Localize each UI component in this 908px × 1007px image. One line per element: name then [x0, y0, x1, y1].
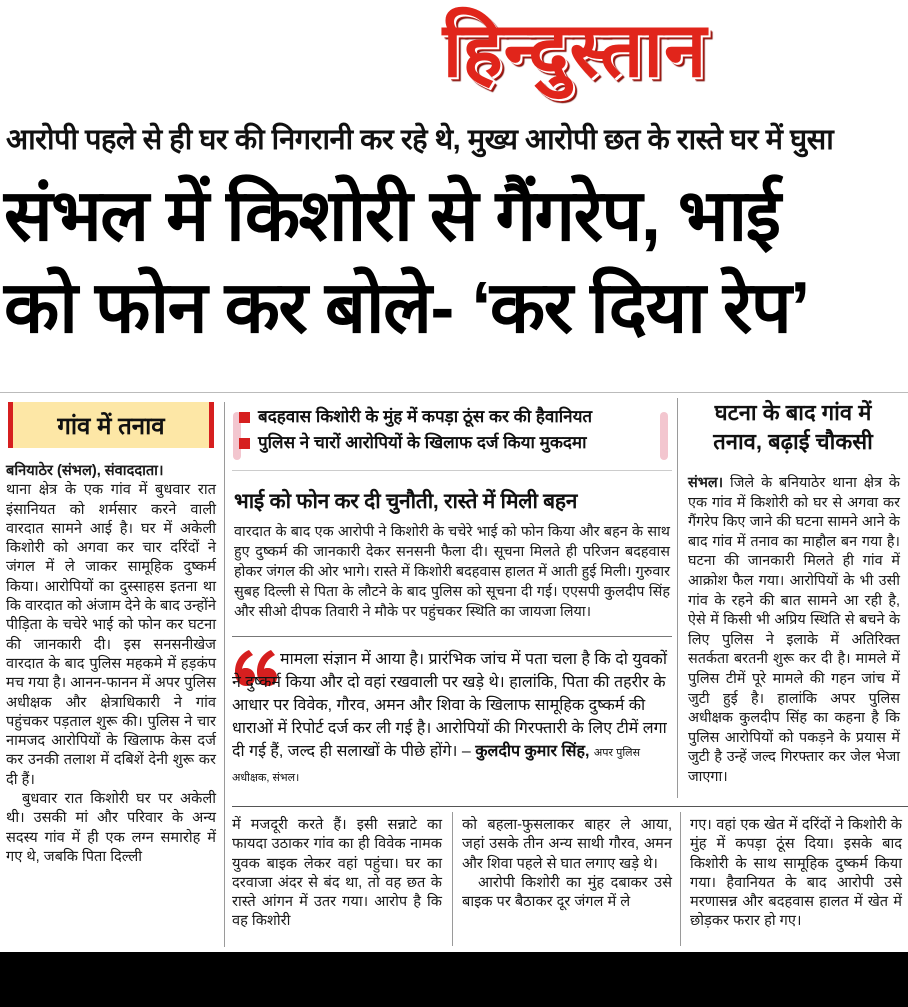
bottom-column-3: को बहला-फुसलाकर बाहर ले आया, जहां उसके तीन अन्य साथी गौरव, अमन और शिवा पहले से घात लगाए खड़े थे। आरोपी किशोरी का मुंह दबाकर उसे बाइक पर बैठाकर दूर जंगल में ले — [462, 817, 672, 911]
right-dateline: संभल। — [688, 475, 724, 491]
highlight-item: पुलिस ने चारों आरोपियों के खिलाफ दर्ज किया मुकदमा — [233, 430, 663, 456]
left-paragraph-2: बुधवार रात किशोरी घर पर अकेली थी। उसकी मां और परिवार के अन्य सदस्य गांव में ही एक लग्न समारोह में गए थे, जबकि पिता दिल्ली — [6, 791, 216, 865]
left-paragraph-1: थाना क्षेत्र के एक गांव में बुधवार रात इंसानियत को शर्मसार करने वाली वारदात सामने आई है। घर में अकेली किशोरी को अगवा कर चार दरिंदों ने जंगल में ले जाकर सामूहिक दुष्कर्म किया। आरोपियों का दुस्साहस इतना था कि वारदात को अंजाम देने के बाद उन्होंने पीड़िता के चचेरे भाई को फोन कर घटना की जानकारी दी। इस सनसनीखेज वारदात के बाद पुलिस महकमे में हड़कंप मच गया है। आनन-फानन में अपर पुलिस अधीक्षक और क्षेत्राधिकारी ने गांव पहुंचकर पड़ताल शुरू की। पुलिस ने चार नामजद आरोपियों के खिलाफ केस दर्ज कर उनकी तलाश में दबिशें देनी शुरू कर दी हैं। — [6, 482, 216, 788]
column-divider — [452, 812, 453, 946]
quote-block — [232, 648, 668, 790]
headline-line-2: को फोन कर बोले- ‘कर दिया रेप’ — [4, 268, 809, 348]
section-tag-label: गांव में तनाव — [57, 412, 165, 440]
main-headline — [4, 170, 904, 354]
quote-author: कुलदीप कुमार सिंह, — [475, 743, 590, 760]
masthead-logo: हिन्दुस्तान — [442, 5, 708, 94]
highlights-list — [233, 404, 663, 456]
bullet-square-icon — [239, 438, 250, 449]
divider — [232, 636, 672, 637]
left-column-text — [6, 462, 216, 867]
quote-text: मामला संज्ञान में आया है। प्रारंभिक जांच में पता चला है कि दो युवकों ने दुष्कर्म किया और दो वहां रखवाली पर खड़े थे। हालांकि, पिता की तहरीर के आधार पर विवेक, गौरव, अमन और शिवा के खिलाफ सामूहिक दुष्कर्म की धाराओं में रिपोर्ट दर्ज कर ली गई है। आरोपियों की गिरफ्तारी के लिए टीमें लगा दी गई हैं, जल्द ही सलाखों के पीछे होंगे। – — [232, 651, 667, 760]
column-divider — [680, 812, 681, 946]
bottom-column-4: गए। वहां एक खेत में दरिंदों ने किशोरी के मुंह में कपड़ा ठूंस दिया। इसके बाद किशोरी के साथ सामूहिक दुष्कर्म किया गया। हैवानियत के बाद आरोपी उसे मरणासन्न और बदहवास हालत में खेत में छोड़कर फरार हो गए। — [690, 817, 902, 930]
center-subhead: भाई को फोन कर दी चुनौती, रास्ते में मिली बहन — [234, 490, 578, 513]
dateline: बनियाठेर (संभल), संवाददाता। — [6, 463, 164, 479]
right-body: जिले के बनियाठेर थाना क्षेत्र के एक गांव में किशोरी को घर से अगवा कर गैंगरेप किए जाने की घटना सामने आने के बाद गांव में तनाव का माहौल बन गया है। घटना की जानकारी मिलते ही गांव में आक्रोश फैल गया। आरोपियों के भी उसी गांव के रहने की बात सामने आ रही है, ऐसे में किसी भी अप्रिय स्थिति से बचने के लिए पुलिस ने इलाके में अतिरिक्त सतर्कता बरतनी शुरू कर दी है। मामले में पुलिस टीमें पूरे मामले की गहन जांच में जुटी हुई है। हालांकि अपर पुलिस अधीक्षक कुलदीप सिंह का कहना है कि पुलिस आरोपियों को पकड़ने के प्रयास में जुटी है उन्हें जल्द गिरफ्तार कर जेल भेजा जाएगा। — [688, 475, 900, 785]
kicker-headline: आरोपी पहले से ही घर की निगरानी कर रहे थे, मुख्य आरोपी छत के रास्ते घर में घुसा — [6, 124, 834, 156]
bottom-black-band — [0, 952, 908, 1007]
center-body: वारदात के बाद एक आरोपी ने किशोरी के चचेरे भाई को फोन किया और बहन के साथ हुए दुष्कर्म की जानकारी देकर सनसनी फैला दी। सूचना मिलते ही परिजन बदहवास होकर जंगल की ओर भागे। रास्ते में किशोरी बदहवास हालत में आती हुई मिली। गुरुवार सुबह दिल्ली से पिता के लौटने के बाद पुलिस को सूचना दी गई। एएसपी कुलदीप सिंह और सीओ दीपक तिवारी ने मौके पर पहुंचकर स्थिति का जायजा लिया। — [234, 524, 670, 620]
quote-designation: अपर पुलिस अधीक्षक, संभल। — [232, 747, 641, 784]
right-column-text — [688, 474, 900, 788]
divider — [232, 470, 672, 471]
divider — [232, 806, 908, 807]
highlight-item: बदहवास किशोरी के मुंह में कपड़ा ठूंस कर की हैवानियत — [233, 404, 663, 430]
bottom-column-2: में मजदूरी करते हैं। इसी सन्नाटे का फायदा उठाकर गांव का ही विवेक नामक युवक बाइक लेकर वहां पहुंचा। घर का दरवाजा अंदर से बंद था, तो वह छत के रास्ते आंगन में उतर गया। आरोप है कि वह किशोरी — [232, 817, 442, 930]
section-tag — [8, 402, 214, 448]
side-headline: घटना के बाद गांव में तनाव, बढ़ाई चौकसी — [713, 400, 873, 454]
column-divider — [224, 402, 225, 947]
headline-line-1: संभल में किशोरी से गैंगरेप, भाई — [4, 176, 780, 256]
column-divider — [677, 398, 678, 798]
bullet-square-icon — [239, 412, 250, 423]
divider — [0, 392, 908, 393]
